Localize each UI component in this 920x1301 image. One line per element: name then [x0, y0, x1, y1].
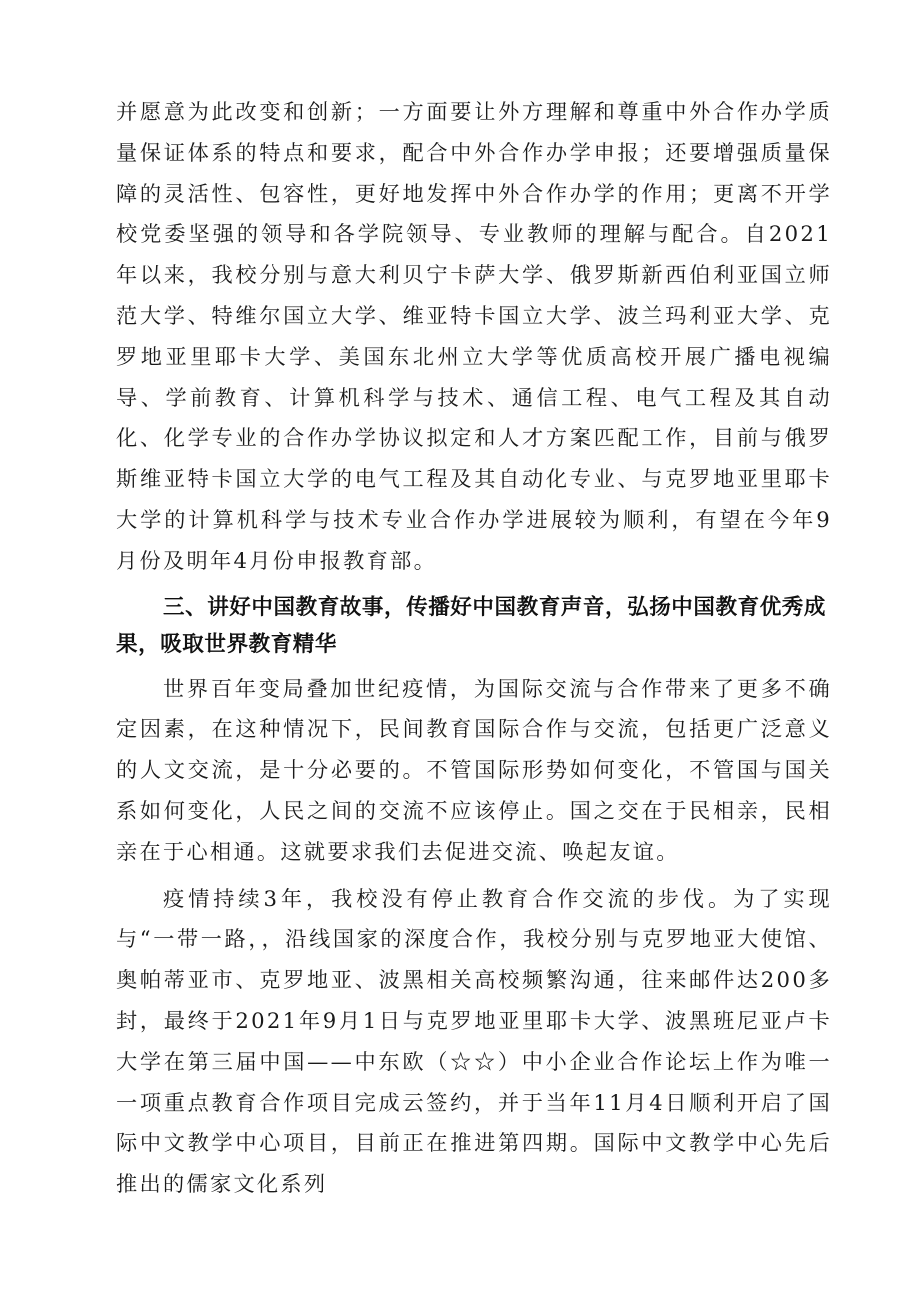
section-heading-three: 三、讲好中国教育故事，传播好中国教育声音，弘扬中国教育优秀成果，吸取世界教育精华: [116, 594, 827, 657]
paragraph-cooperation-programs: 并愿意为此改变和创新；一方面要让外方理解和尊重中外合作办学质量保证体系的特点和要求，配合中外合作办学申报；还要增强质量保障的灵活性、包容性，更好地发挥中外合作办学的作用；更离不开学校党委坚强的领导和各学院领导、专业教师的理解与配合。自2021年以来，我校分别与意大利贝宁卡萨大学、俄罗斯新西伯利亚国立师范大学、特维尔国立大学、维亚特卡国立大学、波兰玛利亚大学、克罗地亚里耶卡大学、美国东北州立大学等优质高校开展广播电视编导、学前教育、计算机科学与技术、通信工程、电气工程及其自动化、化学专业的合作办学协议拟定和人才方案匹配工作，目前与俄罗斯维亚特卡国立大学的电气工程及其自动化专业、与克罗地亚里耶卡大学的计算机科学与技术专业合作办学进展较为顺利，有望在今年9月份及明年4月份申报教育部。: [116, 99, 832, 573]
paragraph-pandemic-cooperation: 疫情持续3年，我校没有停止教育合作交流的步伐。为了实现与“一带一路，，沿线国家的深度合作，我校分别与克罗地亚大使馆、奥帕蒂亚市、克罗地亚、波黑相关高校频繁沟通，往来邮件达200多封，最终于2021年9月1日与克罗地亚里耶卡大学、波黑班尼亚卢卡大学在第三届中国——中东欧（☆☆）中小企业合作论坛上作为唯一一项重点教育合作项目完成云签约，并于当年11月4日顺利开启了国际中文教学中心项目，目前正在推进第四期。国际中文教学中心先后推出的儒家文化系列: [116, 885, 832, 1197]
document-body: [116, 92, 832, 1205]
paragraph-international-exchange: 世界百年变局叠加世纪疫情，为国际交流与合作带来了更多不确定因素，在这种情况下，民间教育国际合作与交流，包括更广泛意义的人文交流，是十分必要的。不管国际形势如何变化，不管国与国关系如何变化，人民之间的交流不应该停止。国之交在于民相亲，民相亲在于心相通。这就要求我们去促进交流、唤起友谊。: [116, 675, 832, 864]
